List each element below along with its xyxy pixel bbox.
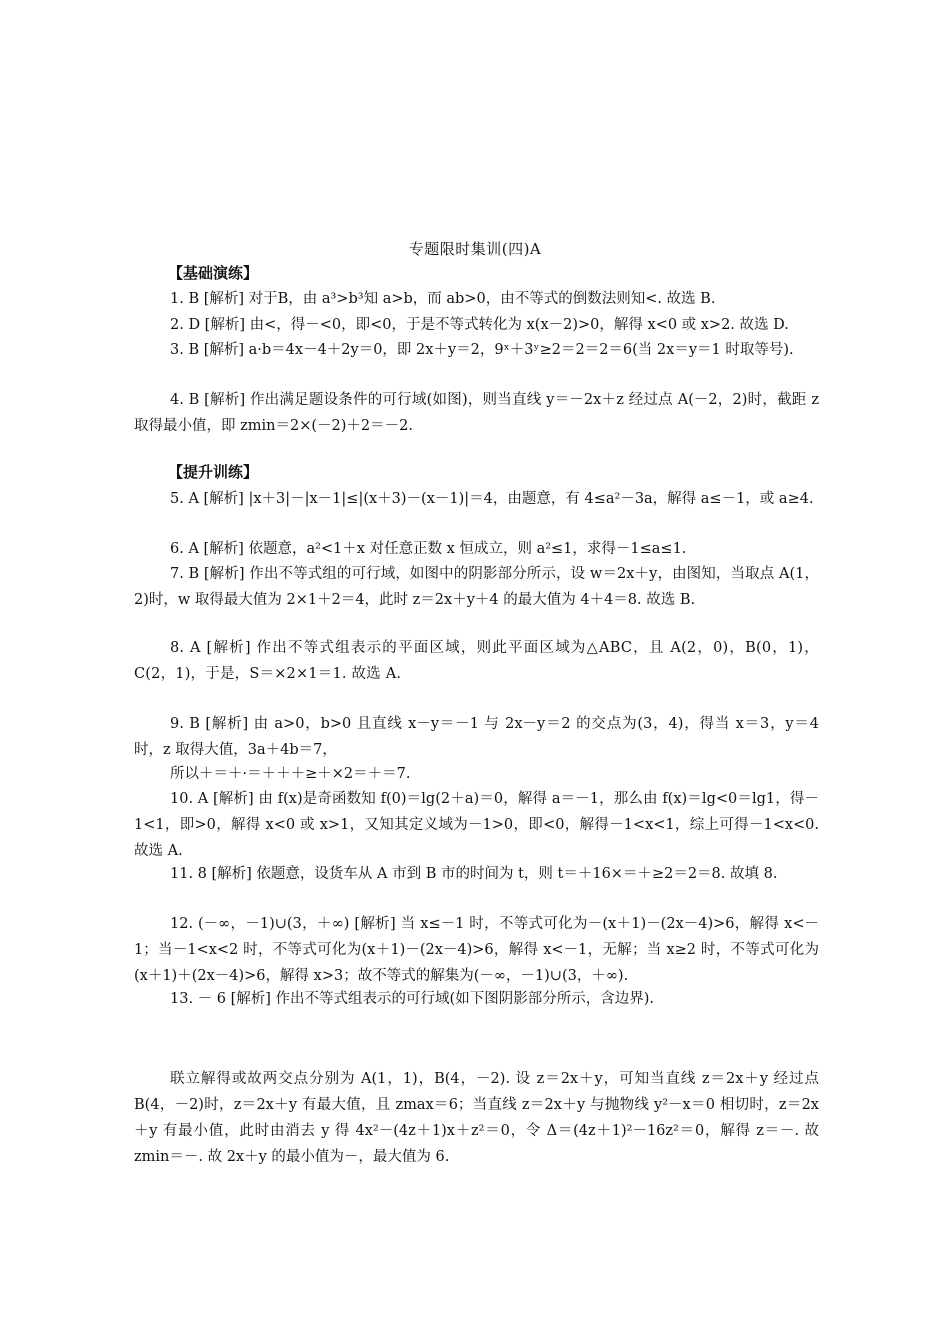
answer-10: 10. A [解析] 由 f(x)是奇函数知 f(0)＝lg(2＋a)＝0，解得 a＝－1，那么由 f(x)＝lg<0＝lg1，得－1<1，即>0，解得 x<0 或 x>1，又知其定义域为－1>0，即<0，解得－1<x<1，综上可得－1<x<0. 故选 A. [134, 791, 819, 859]
answer-7: 7. B [解析] 作出不等式组的可行域，如图中的阴影部分所示，设 w＝2x＋y，由图知，当取点 A(1，2)时，w 取得最大值为 2×1＋2＝4，此时 z＝2x＋y＋4 的最大值为 4＋4＝8. 故选 B. [134, 566, 819, 608]
answer-9: 9. B [解析] 由 a>0，b>0 且直线 x－y＝－1 与 2x－y＝2 的交点为(3，4)，得当 x＝3，y＝4 时，z 取得大值，3a＋4b＝7， [134, 716, 819, 758]
answer-9-continued: 所以＋＝＋·＝＋＋＋≥＋×2＝＋＝7. [170, 766, 411, 782]
section-heading-basic: 【基础演练】 [168, 264, 259, 282]
answer-2: 2. D [解析] 由<，得－<0，即<0，于是不等式转化为 x(x－2)>0，解得 x<0 或 x>2. 故选 D. [170, 317, 789, 333]
answer-8: 8. A [解析] 作出不等式组表示的平面区域，则此平面区域为△ABC，且 A(2，0)，B(0，1)，C(2，1)，于是，S＝×2×1＝1. 故选 A. [134, 640, 819, 682]
answer-3: 3. B [解析] a·b＝4x－4＋2y＝0，即 2x＋y＝2，9ˣ＋3ʸ≥2＝2＝2＝6(当 2x＝y＝1 时取等号). [170, 342, 794, 358]
answer-13-continued: 联立解得或故两交点分别为 A(1，1)，B(4，－2). 设 z＝2x＋y，可知当直线 z＝2x＋y 经过点 B(4，－2)时，z＝2x＋y 有最大值，且 zmax＝6；当直线 z＝2x＋y 与抛物线 y²－x＝0 相切时，z＝2x＋y 有最小值，此时由消去 y 得 4x²－(4z＋1)x＋z²＝0，令 Δ＝(4z＋1)²－16z²＝0，解得 z＝－. 故 zmin＝－. 故 2x＋y 的最小值为－，最大值为 6. [134, 1071, 819, 1165]
answer-6: 6. A [解析] 依题意，a²<1＋x 对任意正数 x 恒成立，则 a²≤1，求得－1≤a≤1. [170, 541, 687, 557]
answer-1: 1. B [解析] 对于B，由 a³>b³知 a>b，而 ab>0，由不等式的倒数法则知<. 故选 B. [170, 291, 716, 307]
section-heading-advanced: 【提升训练】 [168, 463, 259, 481]
page-title: 专题限时集训(四)A [408, 240, 542, 258]
answer-4: 4. B [解析] 作出满足题设条件的可行域(如图)，则当直线 y＝－2x＋z 经过点 A(－2，2)时，截距 z 取得最小值，即 zmin＝2×(－2)＋2＝－2. [134, 392, 819, 434]
answer-13: 13. － 6 [解析] 作出不等式组表示的可行域(如下图阴影部分所示，含边界). [170, 991, 654, 1007]
answer-5: 5. A [解析] |x＋3|－|x－1|≤|(x＋3)－(x－1)|＝4，由题意，有 4≤a²－3a，解得 a≤－1，或 a≥4. [170, 491, 814, 507]
answer-12: 12. (－∞，－1)∪(3，＋∞) [解析] 当 x≤－1 时，不等式可化为－(x＋1)－(2x－4)>6，解得 x<－1；当－1<x<2 时，不等式可化为(x＋1)－(2x－4)>6，解得 x<－1，无解；当 x≥2 时，不等式可化为(x＋1)＋(2x－4)>6，解得 x>3；故不等式的解集为(－∞，－1)∪(3，＋∞). [134, 916, 819, 984]
answer-11: 11. 8 [解析] 依题意，设货车从 A 市到 B 市的时间为 t，则 t＝＋16×＝＋≥2＝2＝8. 故填 8. [170, 866, 778, 882]
